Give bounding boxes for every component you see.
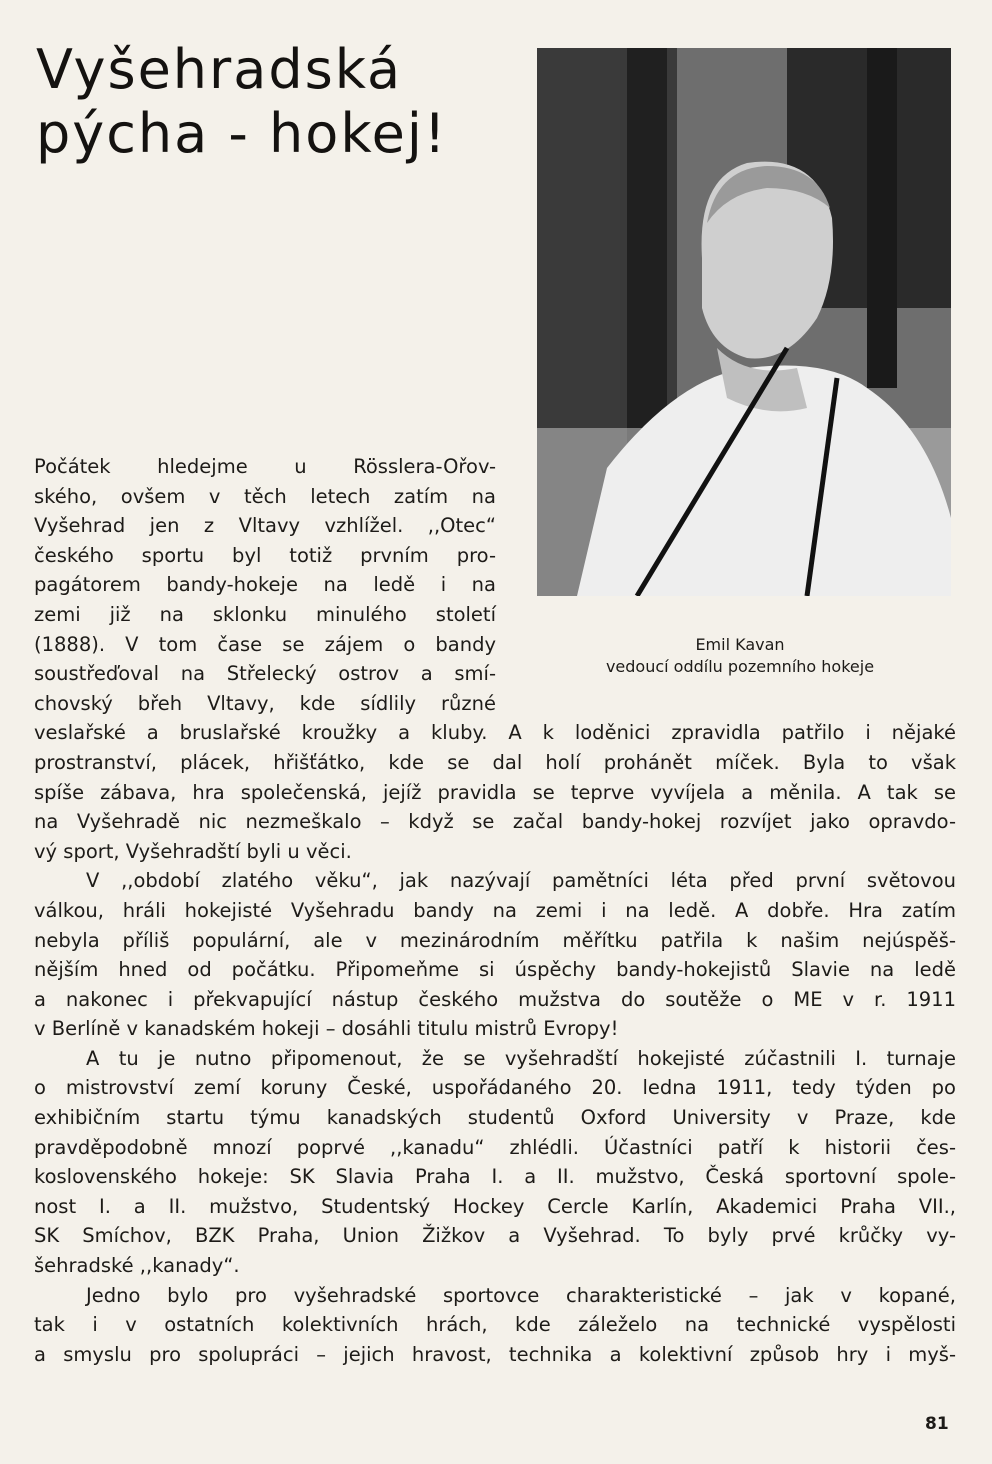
text-line: A tu je nutno připomenout, že se vyšehradští hokejisté zúčastnili I. turnaje bbox=[86, 1046, 956, 1070]
text-line: českého sportu byl totiž prvním pro- bbox=[34, 543, 496, 567]
text-line: válkou, hráli hokejisté Vyšehradu bandy na zemi i na ledě. A dobře. Hra zatím bbox=[34, 898, 956, 922]
text-line: Počátek hledejme u Rösslera-Ořov- bbox=[34, 455, 496, 478]
text-line: nějším hned od počátku. Připomeňme si úspěchy bandy-hokejistů Slavie na ledě bbox=[34, 958, 956, 982]
caption-name: Emil Kavan bbox=[695, 635, 785, 654]
text-line: a smyslu pro spolupráci – jejich hravost, technika a kolektivní způsob hry i myš- bbox=[34, 1342, 956, 1366]
text-line: (1888). V tom čase se zájem o bandy bbox=[34, 632, 496, 656]
text-line: pravděpodobně mnozí poprvé ,,kanadu“ zhlédli. Účastníci patří k historii čes- bbox=[34, 1135, 956, 1159]
text-line: koslovenského hokeje: SK Slavia Praha I. a II. mužstvo, Česká sportovní spole- bbox=[34, 1165, 956, 1189]
text-line: Vyšehrad jen z Vltavy vzhlížel. ,,Otec“ bbox=[34, 514, 496, 538]
text-line: tak i v ostatních kolektivních hrách, kde záleželo na technické vyspělosti bbox=[34, 1313, 956, 1337]
text-line: vý sport, Vyšehradští byli u věci. bbox=[34, 839, 352, 863]
paragraph-1-wide bbox=[34, 718, 956, 866]
text-line: šehradské ,,kanady“. bbox=[34, 1254, 240, 1278]
text-line: v Berlíně v kanadském hokeji – dosáhli titulu mistrů Evropy! bbox=[34, 1017, 619, 1041]
paragraph-1-narrow bbox=[34, 452, 956, 718]
text-line: nebyla příliš populární, ale v mezinárodním měřítku patřila k našim nejúspěš- bbox=[34, 928, 956, 952]
text-line: spíše zábava, hra společenská, jejíž pravidla se teprve vyvíjela a měnila. A tak se bbox=[34, 780, 956, 804]
paragraph-2 bbox=[34, 866, 956, 1044]
text-line: V ,,období zlatého věku“, jak nazývají pamětníci léta před první světovou bbox=[86, 869, 956, 893]
text-line: SK Smíchov, BZK Praha, Union Žižkov a Vyšehrad. To byly prvé krůčky vy- bbox=[34, 1224, 956, 1248]
text-line: zemi již na sklonku minulého století bbox=[34, 602, 496, 626]
text-line: prostranství, plácek, hřišťátko, kde se dal holí prohánět míček. Byla to však bbox=[34, 750, 956, 774]
article-body bbox=[34, 452, 956, 1369]
text-line: a nakonec i překvapující nástup českého mužstva do soutěže o ME v r. 1911 bbox=[34, 987, 956, 1011]
title-line-1: Vyšehradská bbox=[36, 38, 403, 101]
text-line: soustřeďoval na Střelecký ostrov a smí- bbox=[34, 662, 496, 686]
text-line: Jedno bylo pro vyšehradské sportovce charakteristické – jak v kopané, bbox=[86, 1283, 956, 1307]
text-line: veslařské a bruslařské kroužky a kluby. A k loděnici zpravidla patřilo i nějaké bbox=[34, 721, 956, 745]
text-line: pagátorem bandy-hokeje na ledě i na bbox=[34, 573, 496, 597]
page-number: 81 bbox=[925, 1414, 949, 1434]
paragraph-3 bbox=[34, 1044, 956, 1281]
text-line: nost I. a II. mužstvo, Studentský Hockey Cercle Karlín, Akademici Praha VII., bbox=[34, 1194, 956, 1218]
text-line: o mistrovství zemí koruny České, uspořádaného 20. ledna 1911, tedy týden po bbox=[34, 1076, 956, 1100]
text-line: chovský břeh Vltavy, kde sídlily různé bbox=[34, 691, 496, 715]
article-title bbox=[36, 38, 448, 166]
caption-role: vedoucí oddílu pozemního hokeje bbox=[605, 657, 875, 676]
paragraph-4 bbox=[34, 1281, 956, 1370]
text-line: exhibičním startu týmu kanadských studentů Oxford University v Praze, kde bbox=[34, 1106, 956, 1130]
text-line: na Vyšehradě nic nezmeškalo – když se začal bandy-hokej rozvíjet jako opravdo- bbox=[34, 810, 956, 834]
title-line-2: pýcha - hokej! bbox=[36, 102, 448, 165]
text-line: ského, ovšem v těch letech zatím na bbox=[34, 484, 496, 508]
